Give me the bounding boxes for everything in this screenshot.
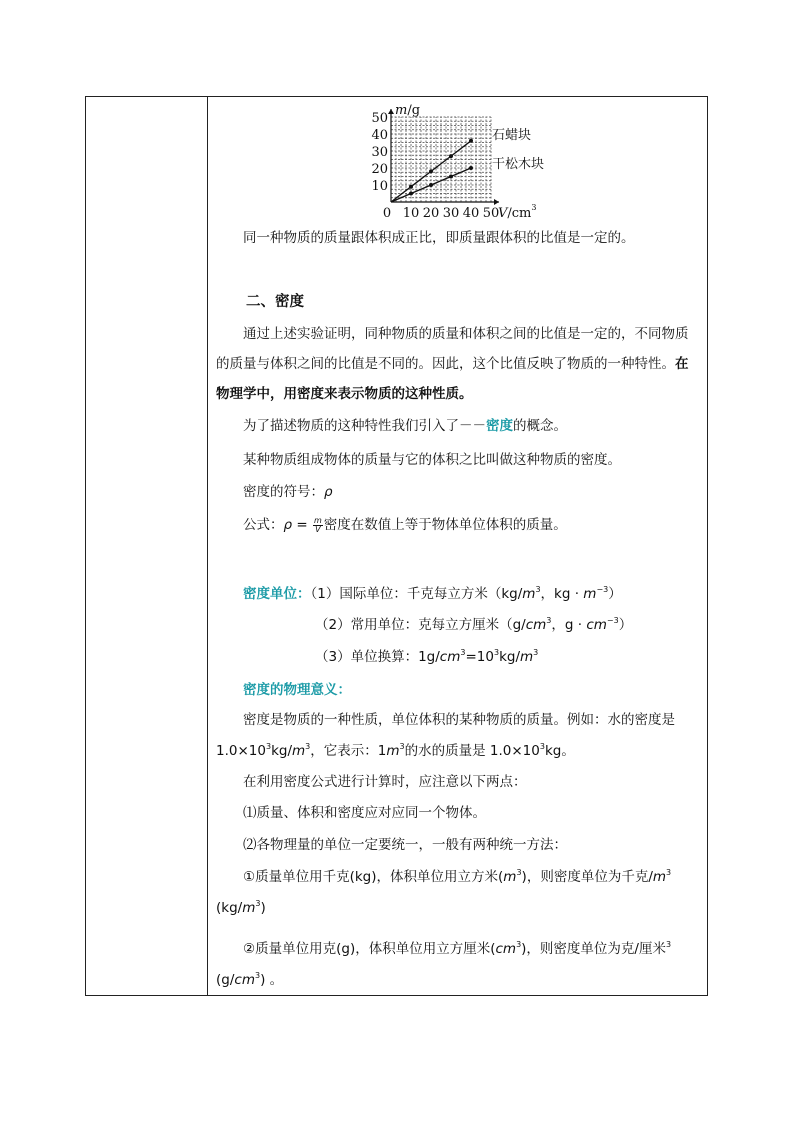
paragraph-1-line-1: 通过上述实验证明，同种物质的质量和体积之间的比值是一定的，不同物质 xyxy=(243,326,689,342)
chart-grid xyxy=(391,117,491,202)
meaning-l2-d: 的水的质量是 1.0×10 xyxy=(404,743,540,759)
method1-l2m: m xyxy=(242,900,256,916)
y-tick-label: 10 xyxy=(371,179,388,194)
y-tick-label: 20 xyxy=(371,162,388,177)
unit3-m: m xyxy=(520,649,534,665)
unit2-exp: −3 xyxy=(606,616,619,625)
method1-l2b: ) xyxy=(260,900,266,916)
method2-l2cm: cm xyxy=(234,972,255,988)
data-point xyxy=(429,183,433,187)
method1-l2a: (kg/ xyxy=(216,900,243,916)
note-intro: 在利用密度公式进行计算时，应注意以下两点： xyxy=(243,774,527,790)
method2-a: ②质量单位用克(g)，体积单位用立方厘米( xyxy=(243,941,496,957)
x-tick-label: 30 xyxy=(442,206,460,221)
meaning-l2-exp: 3 xyxy=(265,742,272,751)
method1-b: )，则密度单位为千克/ xyxy=(521,869,653,885)
unit-heading: 密度单位： xyxy=(243,586,311,602)
data-point xyxy=(469,139,473,143)
meaning-line-2 xyxy=(216,741,575,761)
unit-line-1 xyxy=(243,584,622,604)
meaning-l2-m: m xyxy=(292,743,306,759)
density-symbol-line xyxy=(243,482,333,502)
unit3-sup: 3 xyxy=(460,648,466,657)
x-axis-arrow xyxy=(494,199,499,205)
formula-description: 密度在数值上等于物体单位体积的质量。 xyxy=(323,517,567,533)
density-keyword: 密度 xyxy=(486,418,513,434)
unit3-mid: =10 xyxy=(465,649,494,665)
x-tick-label: 20 xyxy=(422,206,440,221)
unit2-sup: 3 xyxy=(546,616,552,625)
x-tick-label: 10 xyxy=(402,206,420,221)
method2-l2a: (g/ xyxy=(216,972,235,988)
method2-cm: cm xyxy=(495,941,517,957)
meaning-l2-a: 1.0×10 xyxy=(216,743,266,759)
meaning-l2-sup2: 3 xyxy=(399,742,405,751)
method-1-line-1 xyxy=(243,867,671,887)
unit1-mid: ，kg · xyxy=(540,586,584,602)
paragraph-1-line-3: 物理学中，用密度来表示物质的这种性质。 xyxy=(216,386,473,402)
method2-l2b: ) 。 xyxy=(260,972,284,988)
unit-line-3 xyxy=(315,647,538,667)
unit3-kg: kg/ xyxy=(499,649,520,665)
y-tick-label: 50 xyxy=(371,111,388,126)
unit3-exp: 3 xyxy=(493,648,500,657)
unit2-cm2: cm xyxy=(586,617,607,633)
unit1-exp: −3 xyxy=(596,585,609,594)
proportional-statement: 同一种物质的质量跟体积成正比，即质量跟体积的比值是一定的。 xyxy=(243,230,635,246)
paragraph-1-line-2-bold: 在 xyxy=(675,356,689,372)
unit-line-2 xyxy=(315,615,632,635)
unit2-mid: ，g · xyxy=(551,617,587,633)
y-axis-label: m/g xyxy=(395,103,421,118)
data-point xyxy=(469,166,473,170)
unit2-cm: cm xyxy=(525,617,547,633)
unit1-sup: 3 xyxy=(535,585,541,594)
method1-a: ①质量单位用千克(kg)，体积单位用立方米( xyxy=(243,869,504,885)
series-label: 石蜡块 xyxy=(492,127,532,143)
data-point xyxy=(449,175,453,179)
meaning-l2-c: ，它表示：1 xyxy=(310,743,387,759)
chart-axes xyxy=(388,109,499,205)
data-point xyxy=(449,154,453,158)
paragraph-1-line-2 xyxy=(216,354,689,374)
method1-l2-sup: 3 xyxy=(255,899,261,908)
method1-m: m xyxy=(503,869,517,885)
symbol-label: 密度的符号： xyxy=(243,484,324,500)
unit1-m: m xyxy=(522,586,536,602)
section-title: 二、密度 xyxy=(246,294,304,310)
y-tick-label: 30 xyxy=(371,145,388,160)
y-tick-label: 40 xyxy=(371,128,388,143)
x-axis-label: $V/cm^3$ xyxy=(498,203,537,221)
method1-sup: 3 xyxy=(516,868,522,877)
x-tick-label: 0 xyxy=(382,206,392,221)
meaning-l2-sup: 3 xyxy=(305,742,311,751)
unit1-post: ） xyxy=(608,586,622,602)
method2-sup: 3 xyxy=(516,940,522,949)
unit2-post: ） xyxy=(618,617,633,633)
density-intro-pre: 为了描述物质的这种特性我们引入了－－ xyxy=(243,418,486,434)
unit2-pre: （2）常用单位：克每立方厘米（g/ xyxy=(315,617,526,633)
data-point xyxy=(409,185,413,189)
formula-label: 公式： xyxy=(243,517,284,533)
method2-l2-sup: 3 xyxy=(254,971,261,980)
paragraph-1-line-2-text: 的质量与体积之间的比值是不同的。因此，这个比值反映了物质的一种特性。 xyxy=(216,356,675,372)
meaning-l2-e: kg。 xyxy=(544,743,575,759)
meaning-l2-exp2: 3 xyxy=(539,742,545,751)
meaning-line-1: 密度是物质的一种性质，单位体积的某种物质的质量。例如：水的密度是 xyxy=(243,712,675,728)
symbol-rho: ρ xyxy=(324,484,333,500)
method-2-line-1 xyxy=(243,939,671,959)
meaning-l2-b: kg/ xyxy=(271,743,292,759)
density-intro-post: 的概念。 xyxy=(513,418,567,434)
unit3-cm: cm xyxy=(439,649,461,665)
density-formula-line xyxy=(243,515,567,535)
method1-m2: m xyxy=(652,869,667,885)
formula-equals: = xyxy=(292,517,312,533)
formula-rho: ρ xyxy=(283,517,293,533)
density-definition: 某种物质组成物体的质量与它的体积之比叫做这种物质的密度。 xyxy=(243,452,621,468)
method2-b: )，则密度单位为克/厘米 xyxy=(521,941,666,957)
unit3-sup2: 3 xyxy=(533,648,539,657)
x-tick-label: 50 xyxy=(482,206,500,221)
meaning-l2-m2: m xyxy=(386,743,400,759)
mass-volume-chart xyxy=(360,100,545,225)
meaning-heading: 密度的物理意义： xyxy=(243,682,351,698)
method2-sup2: 3 xyxy=(665,940,672,949)
note-1: ⑴质量、体积和密度应对应同一个物体。 xyxy=(243,805,486,821)
y-axis-arrow xyxy=(388,109,394,114)
data-point xyxy=(429,169,433,173)
x-tick-label: 40 xyxy=(462,206,480,221)
method-1-line-2 xyxy=(216,898,266,918)
unit1-pre: （1）国际单位：千克每立方米（kg/ xyxy=(310,586,523,602)
table-column-divider xyxy=(207,97,208,995)
method1-sup2: 3 xyxy=(666,868,672,877)
data-point xyxy=(409,192,413,196)
formula-fraction xyxy=(313,517,323,534)
series-label: 干松木块 xyxy=(492,157,545,172)
method-2-line-2 xyxy=(216,970,283,990)
density-intro xyxy=(243,416,567,436)
unit1-m2: m xyxy=(583,586,597,602)
unit3-pre: （3）单位换算：1g/ xyxy=(315,649,440,665)
formula-denominator: V xyxy=(315,524,321,534)
note-2: ⑵各物理量的单位一定要统一，一般有两种统一方法： xyxy=(243,837,567,853)
formula-numerator: m xyxy=(313,515,322,525)
